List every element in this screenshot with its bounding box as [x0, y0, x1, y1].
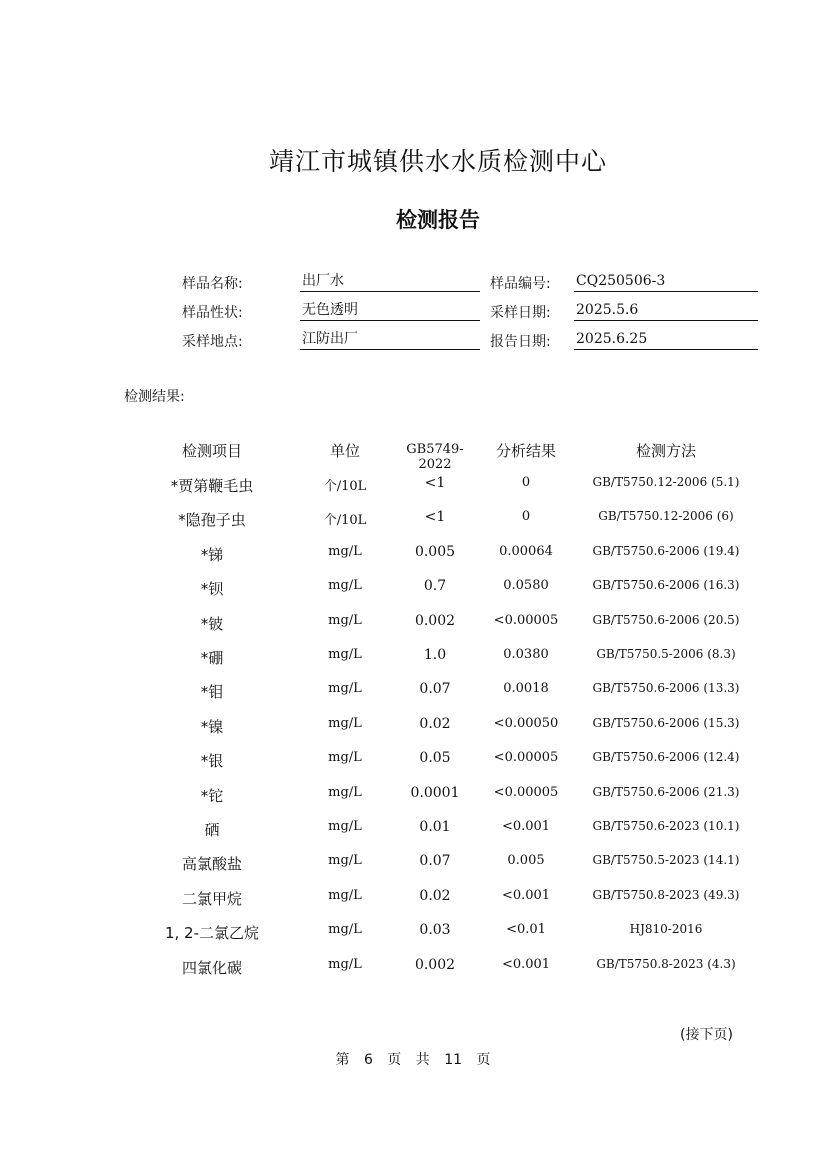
row-result: <0.00005: [493, 750, 559, 766]
row-item: 硒: [204, 821, 220, 839]
continue-note: (接下页): [680, 1027, 733, 1043]
row-item: *钡: [200, 580, 224, 599]
row-method: HJ810-2016: [629, 922, 703, 937]
row-item: *贾第鞭毛虫: [170, 477, 254, 495]
row-unit: mg/L: [328, 922, 362, 938]
table-row: [0, 853, 826, 877]
row-result: 0: [521, 509, 531, 525]
row-result: <0.00050: [493, 715, 559, 731]
row-unit: mg/L: [328, 956, 362, 972]
row-method: GB/T5750.5-2006 (8.3): [596, 647, 736, 661]
row-result: <0.01: [506, 922, 546, 938]
sampling-location-value: 江防出厂: [300, 330, 480, 350]
row-standard: 0.0001: [410, 784, 460, 801]
column-header-result: 分析结果: [495, 442, 556, 460]
row-item: 二氯甲烷: [181, 889, 242, 908]
table-row: [0, 475, 826, 499]
row-method: GB/T5750.6-2006 (20.5): [592, 612, 740, 627]
sample-name-label: 样品名称:: [182, 276, 243, 292]
organization-title: 靖江市城镇供水水质检测中心: [268, 147, 607, 176]
results-section-label: 检测结果:: [124, 389, 185, 405]
row-unit: mg/L: [328, 647, 362, 662]
row-result: <0.00005: [493, 612, 559, 628]
table-row: [0, 922, 826, 946]
row-result: <0.001: [501, 887, 551, 903]
table-row: [0, 544, 826, 568]
row-item: *硼: [200, 649, 224, 667]
row-method: GB/T5750.8-2023 (4.3): [596, 956, 736, 971]
row-method: GB/T5750.6-2006 (15.3): [592, 715, 740, 730]
column-header-unit: 单位: [329, 442, 360, 460]
row-unit: 个/10L: [323, 513, 367, 529]
row-method: GB/T5750.5-2023 (14.1): [592, 853, 740, 868]
row-method: GB/T5750.6-2006 (12.4): [592, 750, 740, 765]
row-unit: mg/L: [328, 750, 362, 766]
sample-property-label: 样品性状:: [182, 305, 243, 321]
row-standard: <1: [424, 509, 446, 526]
row-standard: 0.002: [414, 612, 456, 629]
row-item: 四氯化碳: [181, 958, 242, 977]
table-row: [0, 750, 826, 774]
table-row: [0, 681, 826, 705]
sampling-date-value: 2025.5.6: [574, 301, 758, 321]
sample-code-label: 样品编号:: [490, 276, 551, 292]
row-standard: 0.05: [419, 750, 451, 767]
row-unit: mg/L: [328, 715, 362, 731]
row-unit: mg/L: [328, 612, 362, 628]
table-row: [0, 647, 826, 671]
row-item: *锑: [200, 545, 224, 564]
row-standard: 0.01: [419, 819, 451, 835]
report-date-value: 2025.6.25: [574, 330, 758, 350]
row-method: GB/T5750.6-2006 (16.3): [592, 578, 740, 593]
row-item: *铊: [200, 786, 224, 805]
row-method: GB/T5750.6-2006 (19.4): [592, 543, 740, 558]
row-unit: mg/L: [328, 887, 362, 903]
row-standard: 0.07: [419, 681, 451, 698]
table-row: [0, 888, 826, 912]
row-method: GB/T5750.12-2006 (6): [598, 509, 734, 524]
row-standard: 0.002: [414, 956, 456, 973]
table-row: [0, 819, 826, 843]
row-unit: mg/L: [328, 681, 362, 697]
results-table-header: [0, 440, 826, 472]
row-unit: mg/L: [328, 784, 362, 800]
row-unit: mg/L: [328, 543, 362, 559]
row-standard: 0.07: [419, 853, 451, 870]
row-result: <0.001: [501, 956, 551, 972]
column-header-item: 检测项目: [181, 442, 242, 460]
row-result: <0.001: [501, 819, 551, 834]
row-result: 0: [521, 475, 531, 490]
row-result: <0.00005: [493, 784, 559, 800]
table-row: [0, 785, 826, 809]
sampling-date-label: 采样日期:: [490, 305, 551, 321]
row-standard: 0.005: [414, 543, 456, 560]
row-standard: <1: [424, 475, 446, 491]
table-row: [0, 957, 826, 981]
sample-property-value: 无色透明: [300, 301, 480, 321]
table-row: [0, 509, 826, 533]
row-standard: 0.03: [419, 922, 451, 939]
row-method: GB/T5750.8-2023 (49.3): [592, 887, 740, 902]
column-header-method: 检测方法: [635, 442, 696, 460]
table-row: [0, 613, 826, 637]
column-header-standard: GB5749-2022: [406, 442, 464, 472]
row-result: 0.0018: [503, 681, 549, 697]
row-item: *铍: [200, 614, 224, 633]
row-unit: mg/L: [328, 578, 362, 594]
row-unit: 个/10L: [323, 479, 367, 494]
row-result: 0.0580: [503, 578, 549, 594]
row-standard: 0.7: [423, 578, 447, 595]
row-standard: 0.02: [419, 887, 451, 904]
row-result: 0.0380: [503, 647, 549, 662]
page-number: 第 6 页 共 11 页: [335, 1052, 491, 1068]
row-standard: 1.0: [423, 647, 447, 663]
row-unit: mg/L: [328, 853, 362, 869]
report-title: 检测报告: [396, 208, 480, 232]
table-row: [0, 716, 826, 740]
row-item: *镍: [200, 717, 224, 736]
sampling-location-label: 采样地点:: [182, 334, 243, 350]
row-item: *钼: [200, 683, 224, 702]
report-date-label: 报告日期:: [490, 334, 551, 350]
row-item: 高氯酸盐: [181, 855, 242, 874]
row-item: 1, 2-二氯乙烷: [164, 924, 260, 943]
row-result: 0.005: [507, 853, 545, 869]
row-unit: mg/L: [328, 819, 362, 834]
row-method: GB/T5750.6-2023 (10.1): [592, 819, 740, 833]
table-row: [0, 578, 826, 602]
sample-code-value: CQ250506-3: [574, 272, 758, 292]
row-method: GB/T5750.12-2006 (5.1): [592, 475, 740, 489]
row-method: GB/T5750.6-2006 (21.3): [592, 784, 740, 799]
row-item: *隐孢子虫: [178, 511, 246, 530]
sample-name-value: 出厂水: [300, 272, 480, 292]
row-result: 0.00064: [499, 543, 553, 559]
row-item: *银: [200, 752, 224, 771]
row-method: GB/T5750.6-2006 (13.3): [592, 681, 740, 696]
row-standard: 0.02: [419, 715, 451, 732]
